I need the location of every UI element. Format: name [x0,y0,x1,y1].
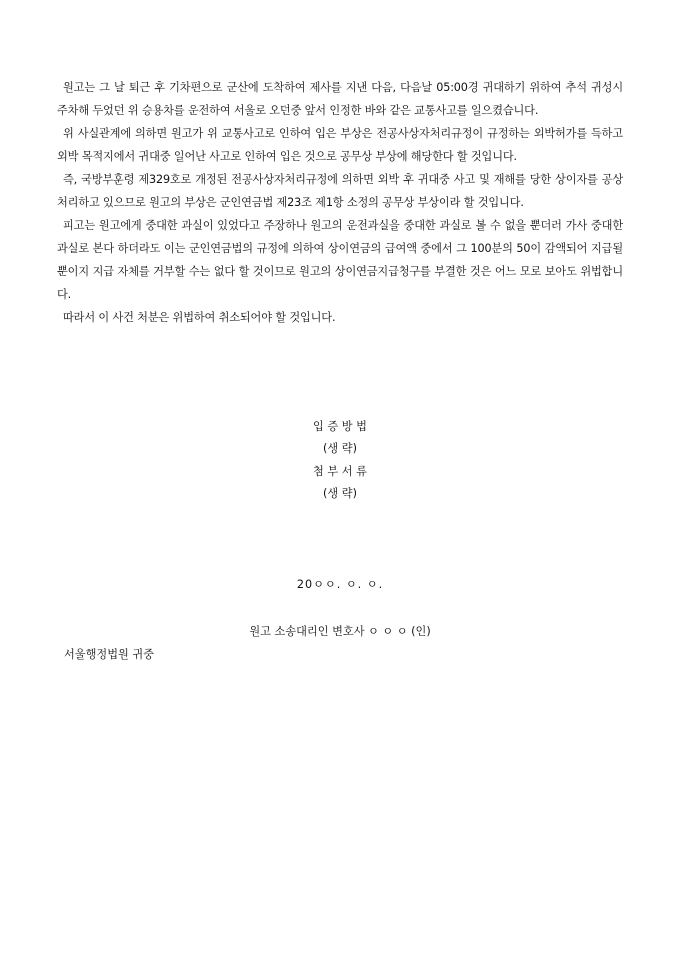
paragraph-regulation: 즉, 국방부훈령 제329호로 개정된 전공사상자처리규정에 의하면 외박 후 귀대중 사고 및 재해를 당한 상이자를 공상처리하고 있으므로 원고의 부상은 군인연금법 제23조 제1항 소정의 공무상 부상이라 할 것입니다. [57,173,623,209]
evidence-note: (생 략) [323,442,357,455]
document-body [57,76,623,329]
court-addressee: 서울행정법원 귀중 [64,648,155,661]
evidence-section [0,416,680,460]
document-date: 20ㅇㅇ. ㅇ. ㅇ. [296,578,384,591]
attachments-note: (생 략) [323,487,357,500]
signature-line: 원고 소송대리인 변호사 ㅇ ㅇ ㅇ (인) [249,625,431,638]
attachments-heading: 첨 부 서 류 [313,465,367,478]
evidence-heading: 입 증 방 법 [313,420,367,433]
paragraph-accident: 원고는 그 날 퇴근 후 기차편으로 군산에 도착하여 제사를 지낸 다음, 다음날 05:00경 귀대하기 위하여 추석 귀성시 주차해 두었던 위 승용차를 운전하여 서울로 오던중 앞서 인정한 바와 같은 교통사고를 일으켰습니다. [57,81,623,117]
paragraph-official-injury: 위 사실관계에 의하면 원고가 위 교통사고로 인하여 입은 부상은 전공사상자처리규정이 규정하는 외박허가를 득하고 외박 목적지에서 귀대중 일어난 사고로 인하여 입은 것으로 공무상 부상에 해당한다 할 것입니다. [57,127,623,163]
paragraph-negligence: 피고는 원고에게 중대한 과실이 있었다고 주장하나 원고의 운전과실을 중대한 과실로 볼 수 없을 뿐더러 가사 중대한 과실로 본다 하더라도 이는 군인연금법의 규정에 의하여 상이연금의 급여액 중에서 그 100분의 50이 감액되어 지급될 뿐이지 지급 자체를 거부할 수는 없다 할 것이므로 원고의 상이연금지급청구를 부결한 것은 어느 모로 보아도 위법합니다. [57,219,623,301]
paragraph-conclusion: 따라서 이 사건 처분은 위법하여 취소되어야 할 것입니다. [63,311,336,324]
attachments-section [0,461,680,505]
